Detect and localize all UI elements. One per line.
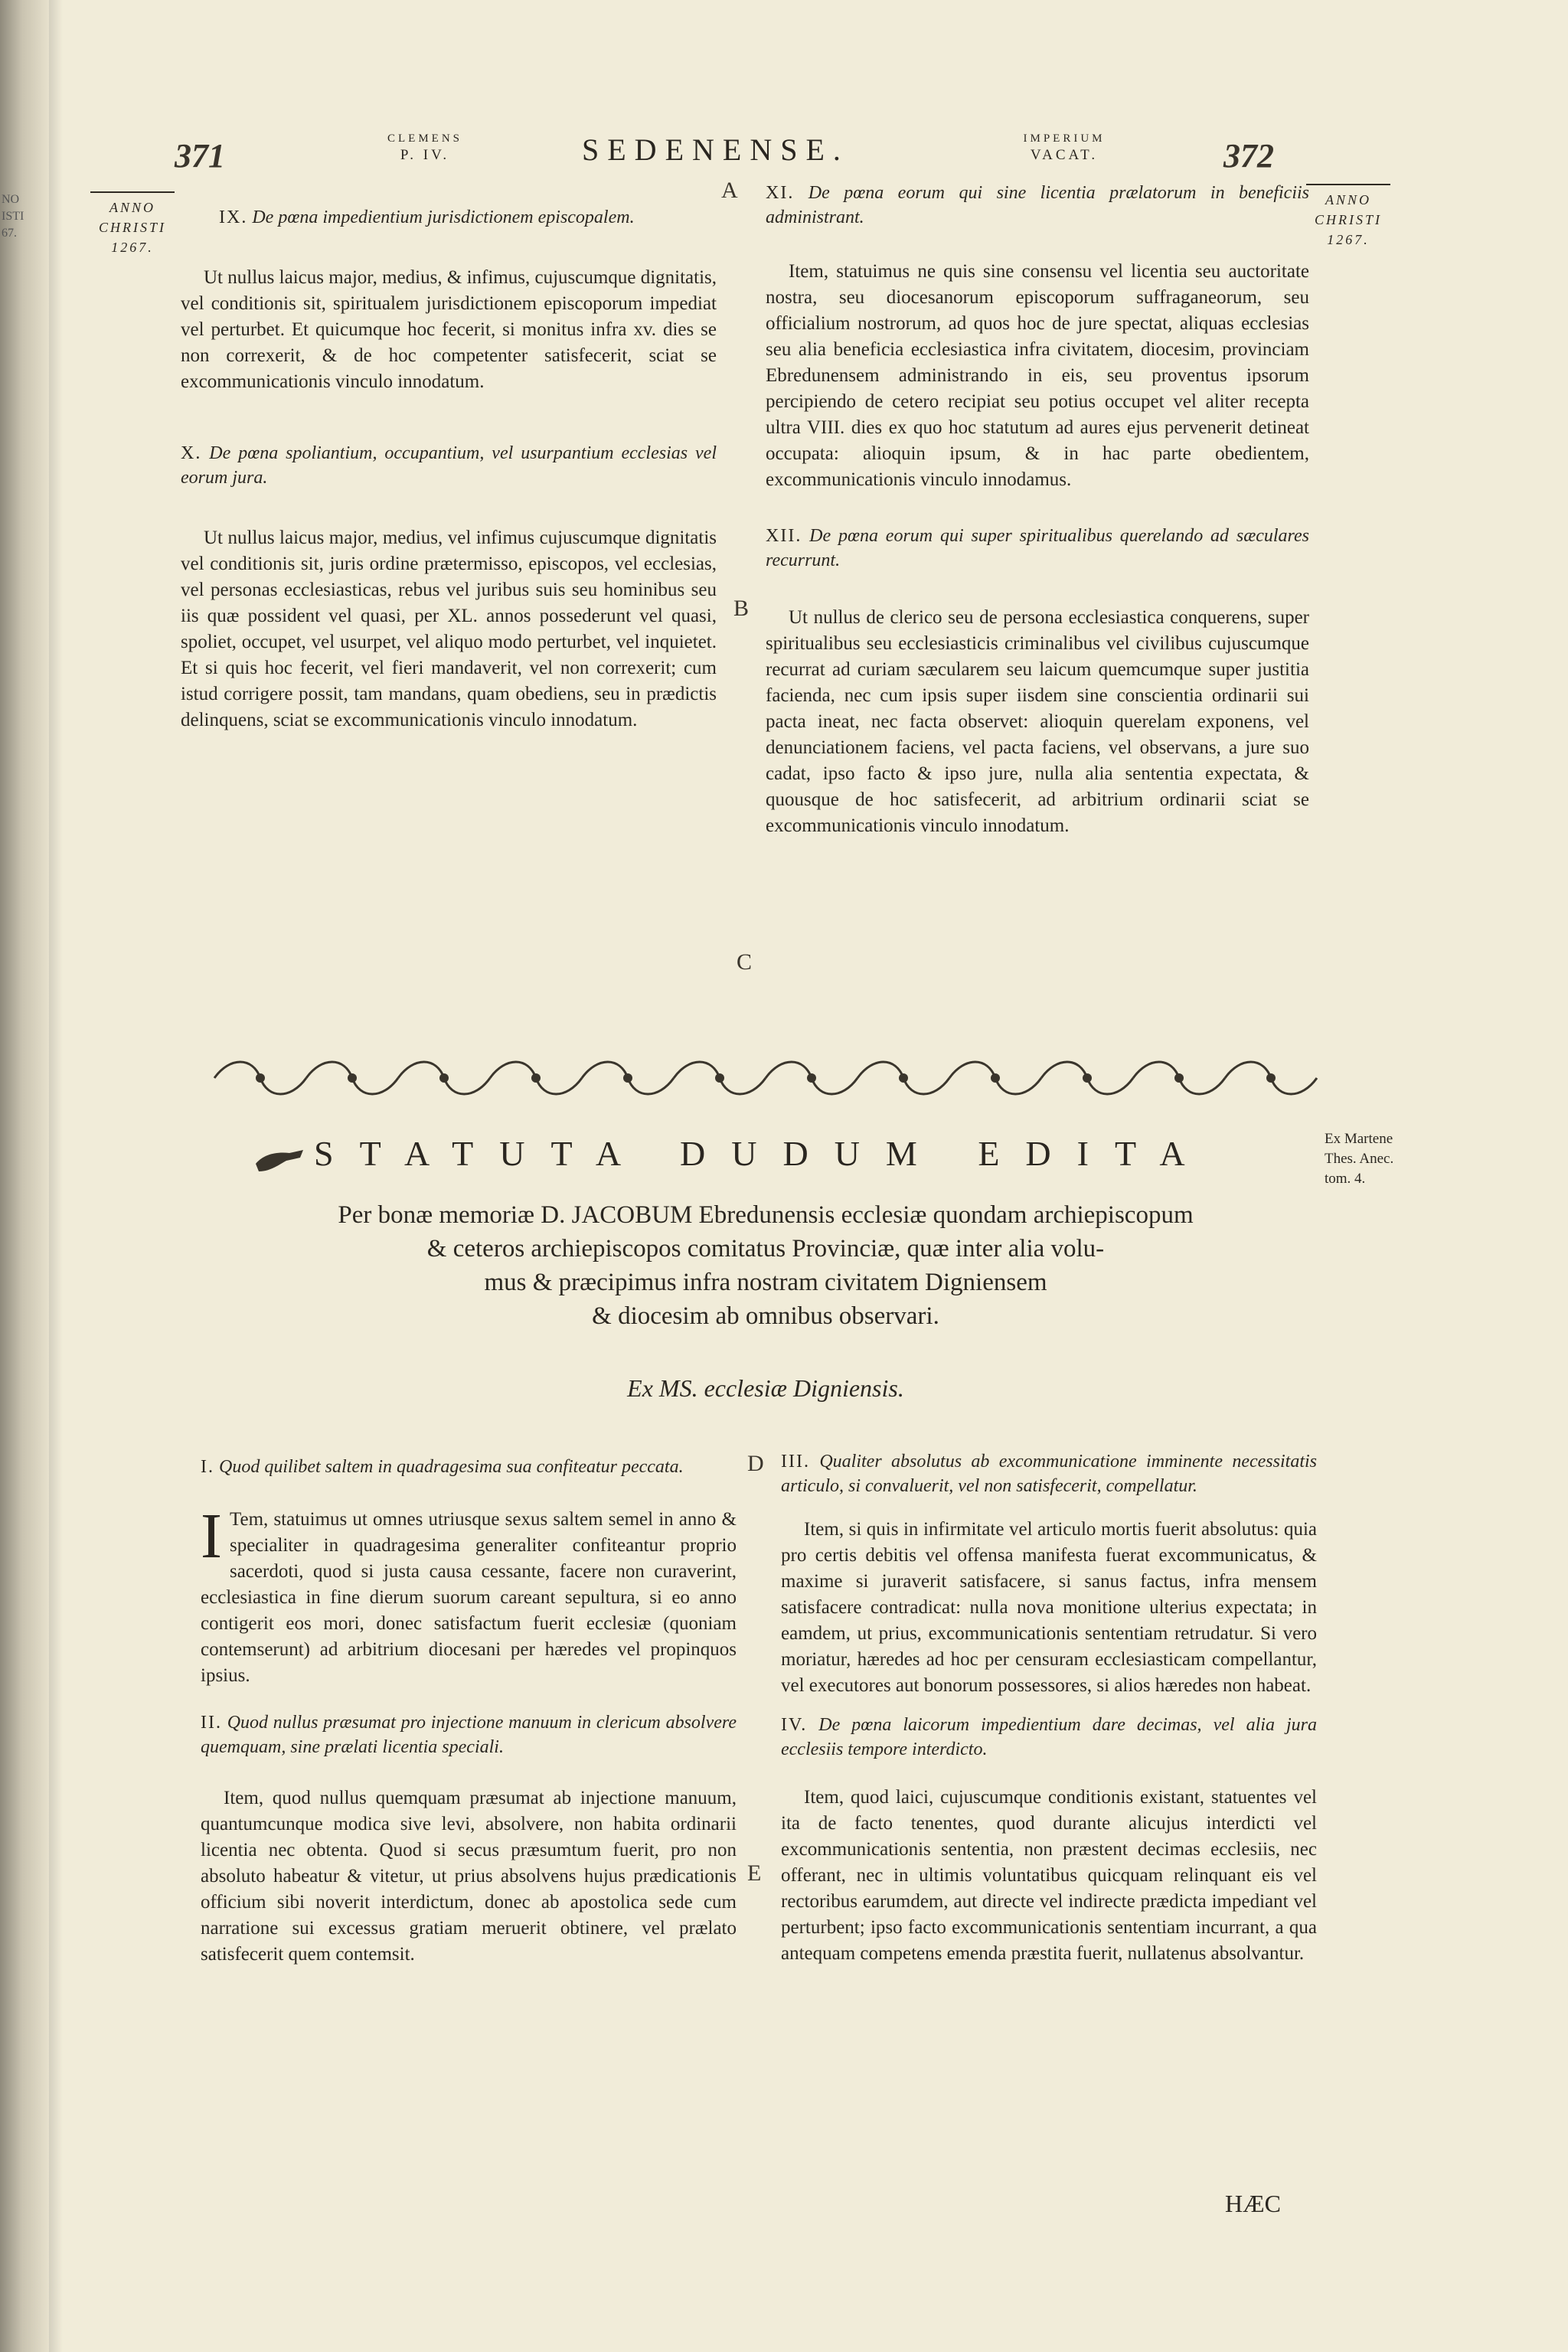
section-xii-body: Ut nullus de clerico seu de persona ecclesiastica conquerens, super spiritualibus seu ecclesiasticis criminalibus vel civilibus cujuscumque recurrat ad curiam sæcularem seu laicum quemcumque super justitia facienda, nec cum ipsis super iisdem sine conscientia ordinarii sui pacta ineat, nec facta observet: alioquin querelam exponens, vel denunciationem faciens, vel pacta faciens, vel observans, a jure suo cadat, ipso facto & ipso jure, nulla alia sententia expectata, & quousque de hoc satisfecerit, ad arbitrium ordinarii sciat se excommunicationis vinculo innodatum.: [766, 607, 1309, 836]
anno-word: ANNO: [1325, 192, 1371, 207]
statuta-subtitle: [199, 1198, 1332, 1333]
margin-letter-e: E: [747, 1860, 762, 1886]
lower-left-column: [201, 1455, 737, 1968]
section-xii-heading: [766, 524, 1309, 573]
margin-letter-c: C: [737, 949, 753, 975]
empire-status: VACAT.: [1030, 147, 1099, 163]
section-ii-body: Item, quod nullus quemquam præsumat ab injectione manuum, quantumcunque modica sive levi, absolvere, non habita ordinarii licentia nec obtenta. Quod si secus præsumtum fuerit, pro non absoluto habeatur & vitetur, ut prius absolvens hujus prædicationis officium sibi noverit interdictum, donec ab apostolica sede cum narratione sui excessus gratiam meruerit obtinere, vel prælato satisfecerit quem contemsit.: [201, 1788, 737, 1965]
subtitle-line: mus & præcipimus infra nostram civitatem Digniensem: [484, 1269, 1047, 1296]
section-i-heading: [201, 1455, 737, 1479]
statuta-title: STATUTA DUDUM EDITA: [314, 1134, 1211, 1173]
page-fold-shadow: [49, 0, 63, 2352]
section-x-heading: [181, 441, 717, 490]
pope-name: CLEMENS: [387, 132, 462, 145]
section-iii-heading: [781, 1449, 1317, 1498]
anno-word: ANNO: [109, 200, 155, 215]
section-i-title: Quod quilibet saltem in quadragesima sua confiteatur peccata.: [219, 1457, 684, 1477]
side-note-line: Thes. Anec.: [1325, 1151, 1394, 1167]
section-iv-body: Item, quod laici, cujuscumque conditionis existant, statuentes vel ita de facto tenentes, quod durante alicujus interdicti vel excommunicationis sententia, non præstent decimas ecclesiis, nec offerant, nec in ultimis voluntatibus quicquam relinquant eis vel rectoribus earumdem, aut directe vel indirecte prædicta impediant vel perturbent; ipso facto excommunicationis sententiam incurrant, a qua antequam competens emenda præstita fuerit, nullatenus absolvantur.: [781, 1787, 1317, 1964]
subtitle-line: & diocesim ab omnibus observari.: [592, 1302, 939, 1330]
book-gutter: [0, 0, 49, 2352]
section-x-title: De pœna spoliantium, occupantium, vel usurpantium ecclesias vel eorum jura.: [181, 443, 717, 488]
margin-letter-a: A: [721, 178, 738, 203]
margin-letter-b: B: [733, 596, 750, 621]
section-iii-number: III.: [781, 1452, 810, 1472]
section-iii-title: Qualiter absolutus ab excommunicatione imminente necessitatis articulo, si convaluerit, vel non satisfecerit, compellatur.: [781, 1452, 1317, 1496]
side-note-line: Ex Martene: [1325, 1131, 1393, 1147]
side-note-line: tom. 4.: [1325, 1171, 1366, 1187]
anno-christi-right: [1306, 184, 1390, 250]
running-title: SEDENENSE.: [582, 132, 849, 167]
section-ii-heading: [201, 1710, 737, 1759]
christi-word: CHRISTI: [1315, 212, 1382, 227]
gutter-text: [2, 191, 24, 242]
section-ix-heading: [181, 205, 717, 230]
pope-number: P. IV.: [400, 147, 450, 163]
christi-word: CHRISTI: [99, 220, 166, 235]
section-xi-heading: [766, 181, 1309, 230]
section-i-body: Tem, statuimus ut omnes utriusque sexus saltem semel in anno & specialiter in quadragesima generaliter confiteantur proprio sacerdoti, quod si justa causa cessante, facere non curaverint, ecclesiastica in fine dierum suorum careant sepultura, si eo anno contigerit eos mori, donec satisfactum fuerit ecclesiæ (quoniam contemserunt) ad arbitrium diocesani per hæredes vel propinquos ipsius.: [201, 1509, 737, 1686]
section-xi-number: XI.: [766, 183, 795, 203]
pope-label: [352, 130, 498, 164]
section-ix-title: De pœna impedientium jurisdictionem episcopalem.: [252, 207, 635, 227]
anno-year: 1267.: [1327, 232, 1370, 247]
source-note: Ex MS. ecclesiæ Digniensis.: [627, 1374, 904, 1402]
section-x-number: X.: [181, 443, 202, 463]
section-ii-number: II.: [201, 1713, 222, 1733]
section-xii-title: De pœna eorum qui super spiritualibus querelando ad sæculares recurrunt.: [766, 526, 1309, 570]
lower-right-column: [781, 1449, 1317, 1967]
section-ix-number: IX.: [219, 207, 248, 227]
side-note: [1325, 1129, 1393, 1189]
section-i-paragraph: [201, 1501, 737, 1689]
section-xi-body: Item, statuimus ne quis sine consensu vel licentia seu auctoritate nostra, seu diocesanorum episcoporum suffraganeorum, seu officialium nostrorum, ad quos hoc de jure spectat, aliquas ecclesias seu alia beneficia ecclesiastica infra civitatem, diocesim, provinciam Ebredunensem administrando in eis, seu proventus ipsorum percipiendo de cetero recipiat seu potius occupet vel aliter recepta ultra VIII. dies ex quo hoc statutum ad aures ejus pervenerit detineat occupata: alioquin ipsum, & in hac parte obedientem, excommunicationis vinculo innodamus.: [766, 261, 1309, 490]
section-ix-body: Ut nullus laicus major, medius, & infimus, cujuscumque dignitatis, vel conditionis sit, spiritualem jurisdictionem episcoporum impediat vel perturbet. Et quicumque hoc fecerit, si monitus infra xv. dies se non correxerit, & de hoc competenter satisfecerit, sciat se excommunicationis vinculo innodatum.: [181, 267, 717, 392]
section-iv-heading: [781, 1713, 1317, 1762]
page-number-left: 371: [175, 137, 225, 175]
drop-capital: I: [201, 1501, 222, 1572]
empire-name: IMPERIUM: [1023, 132, 1106, 145]
section-iii-body: Item, si quis in infirmitate vel articulo mortis fuerit absolutus: quia pro certis debitis vel offensa manifesta fuerat excommunicatus, & maxime si juraverit satisfacere, si sanus factus, infra mensem satisfacere contradicat: nulla nova monitione ulterius expectata; in eamdem, ut prius, excommunicationis sententiam retrudatur. Si vero moriatur, hæredes ad hoc per censuram ecclesiasticam compellantur, vel executores aut bonorum possessores, si alios hæredes non habeat.: [781, 1519, 1317, 1696]
page-number-right: 372: [1223, 137, 1274, 175]
ornament-band: [199, 1057, 1332, 1099]
subtitle-line: & ceteros archiepiscopos comitatus Provinciæ, quæ inter alia volu-: [426, 1235, 1105, 1263]
section-xi-title: De pœna eorum qui sine licentia prælatorum in beneficiis administrant.: [766, 183, 1309, 227]
empire-label: [980, 130, 1148, 164]
upper-left-column: [181, 205, 717, 733]
anno-christi-left: [90, 191, 175, 257]
section-xii-number: XII.: [766, 526, 802, 546]
subtitle-line: Per bonæ memoriæ D. JACOBUM Ebredunensis ecclesiæ quondam archiepiscopum: [338, 1201, 1194, 1229]
gutter-line: NO: [2, 193, 20, 206]
section-x-body: Ut nullus laicus major, medius, vel infimus cujuscumque dignitatis vel conditionis sit, juris ordine prætermisso, episcopos, vel ecclesias, vel personas ecclesiasticas, rebus vel juribus suis seu hominibus seu iis quæ possident vel quasi, per XL. annos possederunt vel quasi, spoliet, occupet, vel usurpet, vel aliquo modo perturbet, vel inquietet. Et si quis hoc fecerit, vel fieri mandaverit, vel non correxerit; cum istud corrigere possit, tam mandans, quam obediens, seu in prædictis delinquens, sciat se excommunicationis vinculo innodatum.: [181, 528, 717, 730]
catchword: HÆC: [1225, 2190, 1281, 2217]
section-iv-number: IV.: [781, 1715, 808, 1735]
section-ii-title: Quod nullus præsumat pro injectione manuum in clericum absolvere quemquam, sine prælati licentia speciali.: [201, 1713, 737, 1757]
anno-year: 1267.: [111, 240, 154, 255]
upper-right-column: [766, 181, 1309, 839]
margin-letter-d: D: [747, 1451, 764, 1476]
gutter-line: 67.: [2, 227, 17, 240]
gutter-line: ISTI: [2, 210, 24, 223]
section-i-number: I.: [201, 1457, 214, 1477]
section-iv-title: De pœna laicorum impedientium dare decimas, vel alia jura ecclesiis tempore interdicto.: [781, 1715, 1317, 1759]
